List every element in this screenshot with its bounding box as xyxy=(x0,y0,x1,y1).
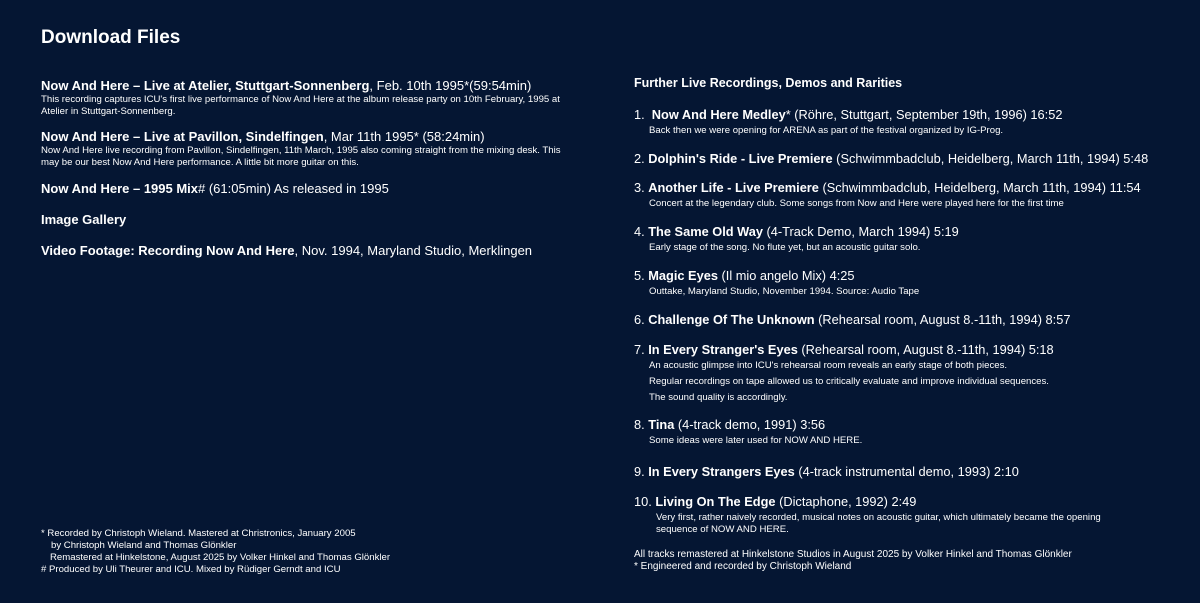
track-item: 7. In Every Stranger's Eyes (Rehearsal room, August 8.-11th, 1994) 5:18 An acoustic glimpse into ICU's rehearsal room reveals an early stage of both pieces. Regular recordings on tape allowed us to critically evaluate and improve individual sequences. The sound quality is accordingly. xyxy=(634,342,1194,405)
track-item: 6. Challenge Of The Unknown (Rehearsal room, August 8.-11th, 1994) 8:57 xyxy=(634,312,1071,327)
credit-line: All tracks remastered at Hinkelstone Studios in August 2025 by Volker Hinkel and Thomas Glönkler xyxy=(634,549,1072,560)
track-description: Concert at the legendary club. Some songs from Now and Here were played here for the first time xyxy=(649,198,1064,209)
track-description: Outtake, Maryland Studio, November 1994. Source: Audio Tape xyxy=(649,286,920,297)
track-description: Some ideas were later used for NOW AND HERE. xyxy=(649,435,863,446)
footnote-line: * Recorded by Christoph Wieland. Mastered at Christronics, January 2005 xyxy=(41,528,356,539)
track-link[interactable]: In Every Stranger's Eyes xyxy=(648,342,798,357)
download-entry-atelier xyxy=(41,78,581,117)
remaster-credits xyxy=(634,549,1194,573)
download-entry-image-gallery xyxy=(41,212,581,227)
track-item: 2. Dolphin's Ride - Live Premiere (Schwimmbadclub, Heidelberg, March 11th, 1994) 5:48 xyxy=(634,151,1149,166)
track-item: 10. Living On The Edge (Dictaphone, 1992) 2:49 Very first, rather naively recorded, musical notes on acoustic guitar, which ultimately became the opening sequence of NOW AND HERE. xyxy=(634,494,1194,535)
page-title: Download Files xyxy=(41,27,181,48)
section-heading: Further Live Recordings, Demos and Rarities xyxy=(634,76,903,90)
footnote-line: by Christoph Wieland and Thomas Glönkler xyxy=(51,540,237,551)
track-link[interactable]: Magic Eyes xyxy=(648,268,718,283)
download-list xyxy=(41,78,581,271)
track-description: Very first, rather naively recorded, musical notes on acoustic guitar, which ultimately became the opening xyxy=(656,512,1101,523)
footnote-line: # Produced by Uli Theurer and ICU. Mixed by Rüdiger Gerndt and ICU xyxy=(41,564,341,575)
track-description: Regular recordings on tape allowed us to critically evaluate and improve individual sequences. xyxy=(649,376,1049,387)
entry-detail: , Mar 11th 1995* (58:24min) xyxy=(323,129,485,144)
credit-line: * Engineered and recorded by Christoph Wieland xyxy=(634,561,852,572)
track-description: sequence of NOW AND HERE. xyxy=(656,523,789,535)
track-item: 5. Magic Eyes (Il mio angelo Mix) 4:25 Outtake, Maryland Studio, November 1994. Source: Audio Tape xyxy=(634,268,1194,299)
footnotes xyxy=(41,528,601,576)
track-item: 4. The Same Old Way (4-Track Demo, March 1994) 5:19 Early stage of the song. No flute yet, but an acoustic guitar solo. xyxy=(634,224,1194,255)
track-link[interactable]: The Same Old Way xyxy=(648,224,763,239)
rarities-section xyxy=(634,76,1194,548)
download-link-1995-mix[interactable]: Now And Here – 1995 Mix xyxy=(41,181,199,196)
download-link-atelier[interactable]: Now And Here – Live at Atelier, Stuttgart-Sonnenberg xyxy=(41,78,370,93)
entry-description: This recording captures ICU's first live performance of Now And Here at the album release party on 10th February, 1995 at Atelier in Stuttgart-Sonnenberg. xyxy=(41,94,560,117)
download-entry-pavillon xyxy=(41,129,581,168)
download-entry-video xyxy=(41,243,581,258)
track-item: 9. In Every Strangers Eyes (4-track instrumental demo, 1993) 2:10 xyxy=(634,464,1019,479)
track-item: 8. Tina (4-track demo, 1991) 3:56 Some ideas were later used for NOW AND HERE. xyxy=(634,417,1194,448)
track-link[interactable]: Living On The Edge xyxy=(655,494,776,509)
track-item: 3. Another Life - Live Premiere (Schwimmbadclub, Heidelberg, March 11th, 1994) 11:54 Concert at the legendary club. Some songs from Now and Here were played here for the first time xyxy=(634,180,1194,211)
footnote-line: Remastered at Hinkelstone, August 2025 by Volker Hinkel and Thomas Glönkler xyxy=(50,552,391,563)
entry-description: Now And Here live recording from Pavillon, Sindelfingen, 11th March, 1995 also coming straight from the mixing desk. This may be our best Now And Here performance. A little bit more guitar on this. xyxy=(41,145,561,168)
track-link[interactable]: Challenge Of The Unknown xyxy=(648,312,815,327)
track-link[interactable]: Dolphin's Ride - Live Premiere xyxy=(648,151,833,166)
track-link[interactable]: Another Life - Live Premiere xyxy=(648,180,819,195)
track-description: The sound quality is accordingly. xyxy=(649,392,788,403)
track-description: Back then we were opening for ARENA as part of the festival organized by IG-Prog. xyxy=(649,125,1004,136)
track-description: Early stage of the song. No flute yet, but an acoustic guitar solo. xyxy=(649,242,921,253)
download-link-pavillon[interactable]: Now And Here – Live at Pavillon, Sindelfingen xyxy=(41,129,324,144)
video-footage-link[interactable]: Video Footage: Recording Now And Here xyxy=(41,243,295,258)
track-item: 1. Now And Here Medley* (Röhre, Stuttgart, September 19th, 1996) 16:52 Back then we were opening for ARENA as part of the festival organized by IG-Prog. xyxy=(634,107,1194,138)
track-description: An acoustic glimpse into ICU's rehearsal room reveals an early stage of both pieces. xyxy=(649,360,1008,371)
entry-detail: , Nov. 1994, Maryland Studio, Merklingen xyxy=(294,243,533,258)
track-link[interactable]: Now And Here Medley xyxy=(651,107,786,122)
track-link[interactable]: Tina xyxy=(648,417,675,432)
download-entry-1995-mix xyxy=(41,181,581,196)
entry-detail: # (61:05min) As released in 1995 xyxy=(198,181,389,196)
image-gallery-link[interactable]: Image Gallery xyxy=(41,212,127,227)
track-link[interactable]: In Every Strangers Eyes xyxy=(648,464,795,479)
entry-detail: , Feb. 10th 1995*(59:54min) xyxy=(369,78,532,93)
